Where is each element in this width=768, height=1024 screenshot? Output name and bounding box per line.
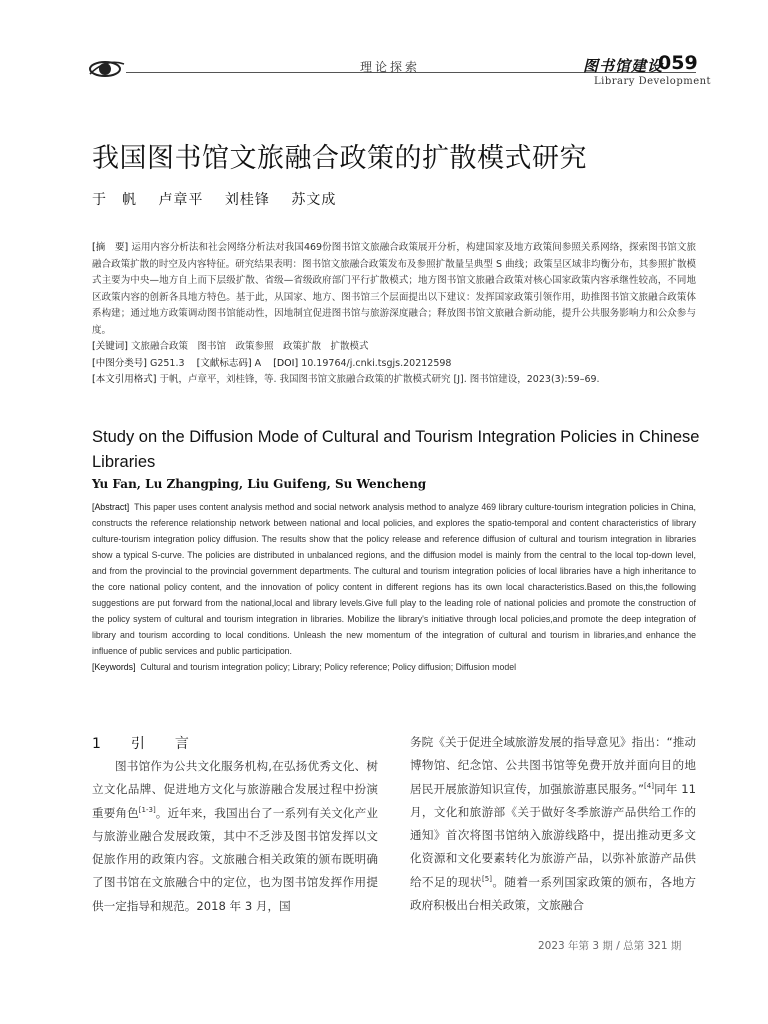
- page-number: 059: [658, 52, 698, 74]
- section-heading: 1 引 言: [92, 736, 197, 752]
- author-name: 卢章平: [158, 192, 204, 208]
- article-title-en: Study on the Diffusion Mode of Cultural and Tourism Integration Policies in Chinese Libraries: [92, 428, 700, 471]
- journal-name-en: Library Development: [594, 76, 712, 87]
- abstract-cn-block: [92, 240, 696, 389]
- abstract-cn: [92, 240, 696, 339]
- journal-logo-icon: [88, 56, 126, 80]
- citation-label: [本文引用格式]: [92, 374, 157, 385]
- issue-footer: 2023 年第 3 期 / 总第 321 期: [538, 940, 682, 952]
- doi-label: [DOI]: [273, 357, 299, 369]
- classification-line: [92, 356, 696, 373]
- keywords-en-text: Cultural and tourism integration policy; Library; Policy reference; Policy diffusion; Diffusion model: [140, 662, 517, 672]
- citation-text: 于帆，卢章平，刘桂锋，等. 我国图书馆文旅融合政策的扩散模式研究 [J]. 图书馆建设，2023(3):59–69.: [159, 374, 600, 385]
- reference-marker[interactable]: [1-3]: [138, 805, 156, 814]
- body-text: 同年 11 月，文化和旅游部《关于做好冬季旅游产品供给工作的通知》首次将图书馆纳入旅游线路中，提出推动更多文化资源和文化要素转化为旅游产品，以弥补旅游产品供给不足的现状: [410, 781, 696, 889]
- doc-code-value: A: [254, 357, 262, 369]
- body-text: 务院《关于促进全域旅游发展的指导意见》指出：“推动博物馆、纪念馆、公共图书馆等免费开放并面向目的地居民开展旅游知识宣传，加强旅游惠民服务。”: [410, 735, 696, 796]
- keywords-cn-text: 文旅融合政策 图书馆 政策参照 政策扩散 扩散模式: [130, 341, 369, 352]
- doi-value: 10.19764/j.cnki.tsgjs.20212598: [301, 357, 452, 369]
- abstract-en-label: [Abstract]: [92, 502, 130, 512]
- abstract-en-block: [92, 499, 696, 675]
- article-title: 我国图书馆文旅融合政策的扩散模式研究: [92, 143, 587, 174]
- keywords-en-label: [Keywords]: [92, 662, 136, 672]
- author-name: 苏文成: [291, 192, 337, 208]
- authors-en: Yu Fan, Lu Zhangping, Liu Guifeng, Su Wencheng: [92, 477, 427, 491]
- keywords-cn: [92, 339, 696, 356]
- authors-cn: [92, 189, 352, 209]
- section-label: 理论探索: [360, 60, 421, 74]
- reference-marker[interactable]: [4]: [644, 781, 654, 790]
- doc-code-label: [文献标志码]: [196, 357, 252, 369]
- keywords-cn-label: [关键词]: [92, 341, 128, 352]
- clc-value: G251.3: [149, 357, 185, 369]
- body-column-right: [410, 731, 696, 917]
- keywords-en: [92, 659, 696, 675]
- author-name: 刘桂锋: [224, 192, 270, 208]
- body-paragraph: [410, 731, 696, 917]
- reference-marker[interactable]: [5]: [482, 874, 492, 883]
- abstract-cn-label: [摘 要]: [92, 242, 129, 253]
- abstract-cn-text: 运用内容分析法和社会网络分析法对我国469份图书馆文旅融合政策展开分析，构建国家及地方政策间参照关系网络，探索图书馆文旅融合政策扩散的时空及内容特征。研究结果表明：图书馆文旅融合政策发布及参照扩散量呈典型 S 曲线；政策呈区域非均衡分布，其参照扩散模式主要为中央—地方自上而下层级扩散、省级—省级政府部门平行扩散模式；地方图书馆文旅融合政策对核心国家政策内容承继性较高，不同地区政策内容的创新各具地方特色。基于此，从国家、地方、图书馆三个层面提出以下建议：发挥国家政策引领作用，助推图书馆文旅融合政策体系构建；通过地方政策调动图书馆能动性，因地制宜促进图书馆与旅游深度融合；释放图书馆文旅融合新动能，提升公共服务影响力和公众参与度。: [92, 242, 696, 336]
- journal-name: 图书馆建设: [583, 57, 664, 75]
- body-text: 。随着一系列国家政策的颁布，各地方政府积极出台相关政策，文旅融合: [410, 874, 696, 913]
- clc-label: [中图分类号]: [92, 357, 147, 369]
- abstract-en: [92, 499, 696, 659]
- citation-line: [92, 372, 696, 389]
- abstract-en-text: This paper uses content analysis method and social network analysis method to analyze 469 library culture-tourism integration policies in China, constructs the reference relationship network between national and local policies, and explores the spatio-temporal and content characteristics of library culture-tourism integration policy diffusion. The results show that the policy release and reference diffusion of cultural and tourism integration in libraries show a typical S-curve. The policies are distributed in unbalanced regions, and the diffusion model is mainly from the central to the local top-down level, and from the provincial to the provincial government departments. The cultural and tourism integration policies of local libraries have a high inheritance to the core national policy content, and the innovation of policy content in different regions has its own local characteristics.Based on this,the following suggestions are put forward from the national,local and library levels.Give full play to the leading role of national policies and promote the construction of the policy system of cultural and tourism integration in libraries. Mobilize the library's initiative through local policies,and promote the deep integration of library and tourism according to local conditions. Unleash the new momentum of the integration of cultural and tourism in libraries,and enhance the influence of public services and public participation.: [92, 502, 697, 656]
- body-text: 。近年来，我国出台了一系列有关文化产业与旅游业融合发展政策，其中不乏涉及图书馆发挥以文促旅作用的政策内容。文旅融合相关政策的颁布既明确了图书馆在文旅融合中的定位，也为图书馆发挥作用提供一定指导和规范。2018 年 3 月，国: [92, 805, 378, 913]
- body-column-left: [92, 755, 378, 918]
- author-name: 于 帆: [92, 192, 137, 208]
- body-paragraph: [92, 755, 378, 918]
- body-text: 图书馆作为公共文化服务机构,在弘扬优秀文化、树立文化品牌、促进地方文化与旅游融合发展过程中扮演重要角色: [92, 759, 378, 820]
